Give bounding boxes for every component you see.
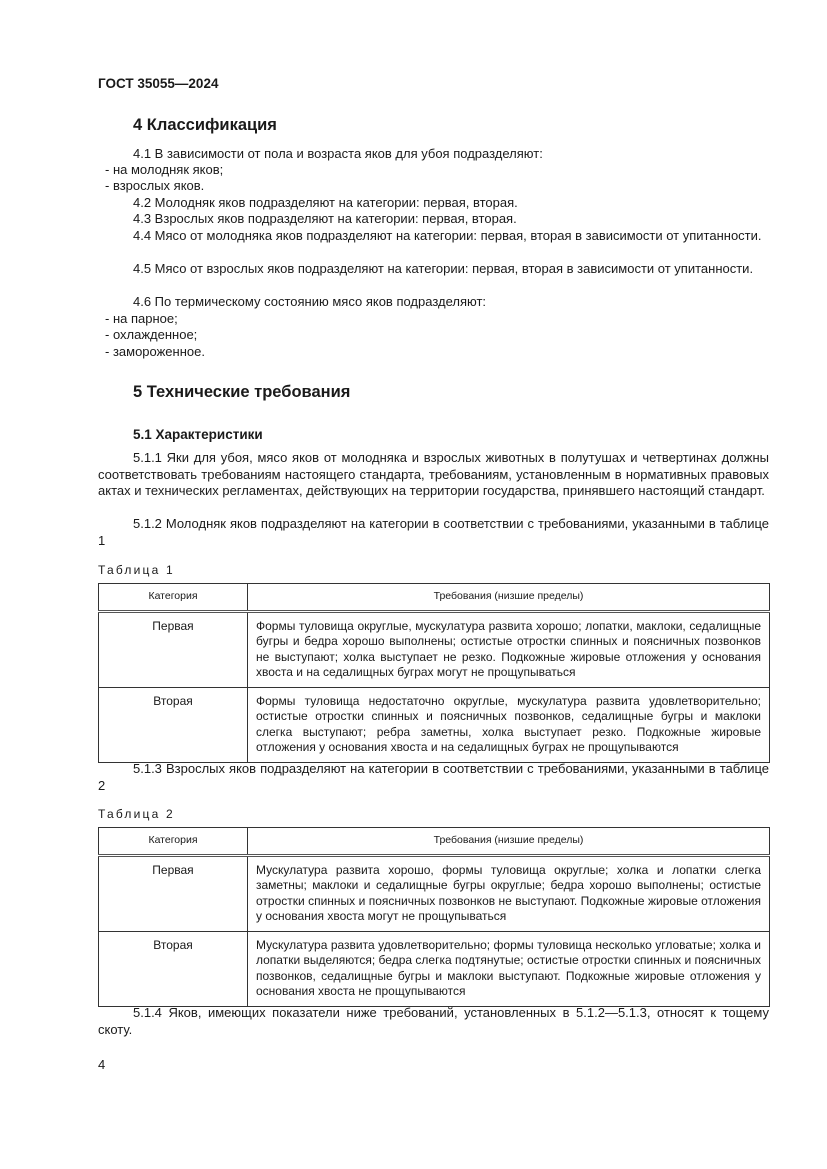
table-header-requirements: Требования (низшие пределы) bbox=[248, 584, 770, 612]
paragraph-4-6: 4.6 По термическому состоянию мясо яков подразделяют: bbox=[133, 294, 487, 309]
page-number: 4 bbox=[98, 1057, 106, 1072]
category-cell: Первая bbox=[99, 611, 248, 687]
table-1 bbox=[98, 583, 770, 763]
table-row bbox=[99, 687, 770, 762]
requirements-cell: Мускулатура развита хорошо, формы туловища округлые; холка и лопатки слегка заметны; маклоки и седалищные бугры округлые; бедра хорошо выполнены; остистые отростки спинных и поясничных позвонков не выступают. Подкожные жировые отложения у основания хвоста могут не прощупываться bbox=[248, 855, 770, 931]
paragraph-4-1: 4.1 В зависимости от пола и возраста яков для убоя подразделяют: bbox=[133, 146, 543, 161]
paragraph-5-1-2: 5.1.2 Молодняк яков подразделяют на категории в соответствии с требованиями, указанными в таблице 1 bbox=[98, 516, 769, 548]
table-header-category: Категория bbox=[99, 584, 248, 612]
section-4-title: 4 Классификация bbox=[133, 116, 277, 134]
paragraph-4-2: 4.2 Молодняк яков подразделяют на категории: первая, вторая. bbox=[133, 195, 518, 210]
list-item: - охлажденное; bbox=[105, 327, 198, 342]
paragraph-5-1-3: 5.1.3 Взрослых яков подразделяют на категории в соответствии с требованиями, указанными в таблице 2 bbox=[98, 761, 769, 793]
table-row bbox=[99, 855, 770, 931]
table-header-category: Категория bbox=[99, 828, 248, 856]
category-cell: Вторая bbox=[99, 931, 248, 1006]
paragraph-4-4: 4.4 Мясо от молодняка яков подразделяют на категории: первая, вторая в зависимости от упитанности. bbox=[133, 228, 762, 243]
category-cell: Первая bbox=[99, 855, 248, 931]
list-item: - замороженное. bbox=[105, 344, 205, 359]
table-1-caption: Таблица 1 bbox=[98, 563, 175, 577]
table-header-requirements: Требования (низшие пределы) bbox=[248, 828, 770, 856]
list-item: - на парное; bbox=[105, 311, 178, 326]
category-cell: Вторая bbox=[99, 687, 248, 762]
standard-code-header: ГОСТ 35055—2024 bbox=[98, 76, 219, 91]
requirements-cell: Формы туловища недостаточно округлые, мускулатура развита удовлетворительно; остистые отростки спинных и поясничных позвонков, седалищные бугры и маклоки слегка выступают; ребра заметны, холка выступает резко. Подкожные жировые отложения у основания хвоста и на седалищных буграх не прощупываются bbox=[248, 687, 770, 762]
paragraph-5-1-4: 5.1.4 Яков, имеющих показатели ниже требований, установленных в 5.1.2—5.1.3, относят к тощему скоту. bbox=[98, 1005, 769, 1037]
paragraph-5-1-1: 5.1.1 Яки для убоя, мясо яков от молодняка и взрослых животных в полутушах и четвертинах должны соответствовать требованиям настоящего стандарта, требованиям, установленным в нормативных правовых актах и технических регламентах, действующих на территории государства, принявшего настоящий стандарт. bbox=[98, 450, 769, 498]
section-5-title: 5 Технические требования bbox=[133, 383, 351, 401]
paragraph-4-3: 4.3 Взрослых яков подразделяют на категории: первая, вторая. bbox=[133, 211, 517, 226]
list-item: - на молодняк яков; bbox=[105, 162, 224, 177]
list-item: - взрослых яков. bbox=[105, 178, 205, 193]
requirements-cell: Формы туловища округлые, мускулатура развита хорошо; лопатки, маклоки, седалищные бугры и бедра хорошо выполнены; остистые отростки спинных и поясничных позвонков не выступают; холка выступает не резко. Подкожные жировые отложения у основания хвоста и на седалищных буграх могут не прощупываться bbox=[248, 611, 770, 687]
table-row bbox=[99, 931, 770, 1006]
table-row bbox=[99, 611, 770, 687]
requirements-cell: Мускулатура развита удовлетворительно; формы туловища несколько угловатые; холка и лопатки выделяются; бедра слегка подтянутые; остистые отростки спинных и поясничных позвонков, седалищные бугры и маклоки выступают. Подкожные жировые отложения у основания хвоста не прощупываются bbox=[248, 931, 770, 1006]
subsection-5-1-title: 5.1 Характеристики bbox=[133, 427, 263, 442]
table-2 bbox=[98, 827, 770, 1007]
table-2-caption: Таблица 2 bbox=[98, 807, 175, 821]
paragraph-4-5: 4.5 Мясо от взрослых яков подразделяют на категории: первая, вторая в зависимости от упитанности. bbox=[133, 261, 754, 276]
